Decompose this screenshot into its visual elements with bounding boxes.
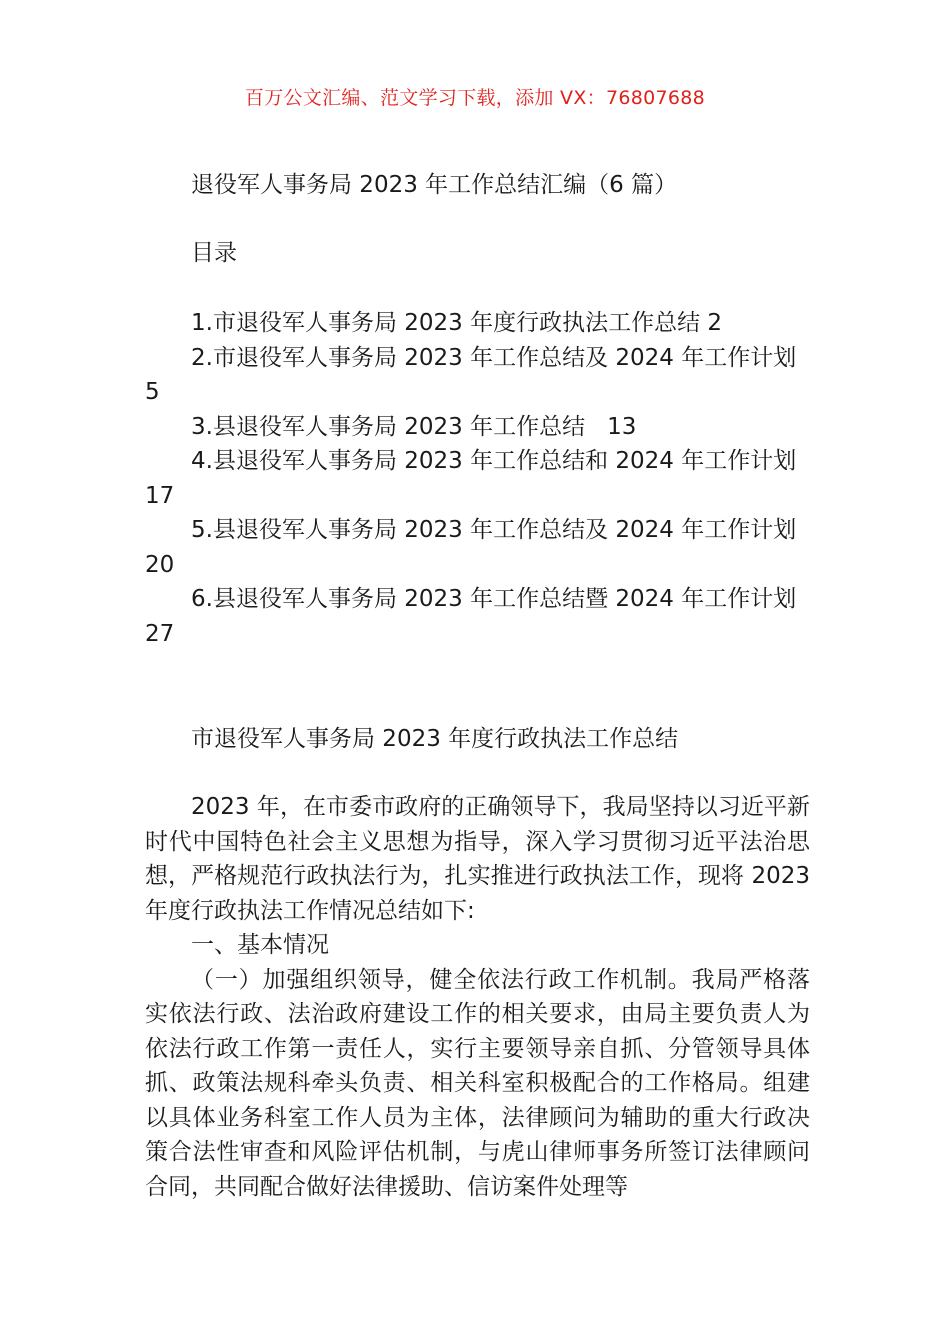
toc-entry (145, 513, 810, 582)
document-title: 退役军人事务局 2023 年工作总结汇编（6 篇） (191, 172, 678, 198)
paragraph: （一）加强组织领导，健全依法行政工作机制。我局严格落实依法行政、法治政府建设工作的相关要求，由局主要负责人为依法行政工作第一责任人，实行主要领导亲自抓、分管领导具体抓、政策法规科牵头负责、相关科室积极配合的工作格局。组建以具体业务科室工作人员为主体，法律顾问为辅助的重大行政决策合法性审查和风险评估机制，与虎山律师事务所签订法律顾问合同，共同配合做好法律援助、信访案件处理等 (145, 966, 810, 1200)
watermark-header: 百万公文汇编、范文学习下载，添加 VX：76807688 (244, 87, 706, 109)
paragraph-heading: 一、基本情况 (191, 932, 329, 958)
toc-entry-label: 5.县退役军人事务局 2023 年工作总结及 2024 年工作计划 20 (145, 517, 797, 578)
toc-entry (145, 444, 810, 513)
toc-entry-label: 3.县退役军人事务局 2023 年工作总结 (191, 413, 586, 440)
toc-entry-label: 2.市退役军人事务局 2023 年工作总结及 2024 年工作计划 5 (145, 344, 797, 405)
toc-entry (145, 582, 810, 651)
table-of-contents (145, 306, 810, 651)
toc-entry-label: 1.市退役军人事务局 2023 年度行政执法工作总结 2 (191, 310, 723, 336)
paragraph: 2023 年，在市委市政府的正确领导下，我局坚持以习近平新时代中国特色社会主义思想为指导，深入学习贯彻习近平法治思想，严格规范行政执法行为，扎实推进行政执法工作，现将 2023 年度行政执法工作情况总结如下: (145, 794, 810, 924)
toc-heading: 目录 (191, 240, 237, 266)
toc-entry (145, 341, 810, 410)
toc-entry-page: 13 (607, 413, 637, 440)
body-text (145, 790, 810, 1204)
section-title: 市退役军人事务局 2023 年度行政执法工作总结 (191, 726, 679, 752)
toc-entry (145, 410, 810, 445)
toc-entry-label: 6.县退役军人事务局 2023 年工作总结暨 2024 年工作计划 27 (145, 586, 797, 647)
toc-entry (145, 306, 810, 341)
toc-entry-label: 4.县退役军人事务局 2023 年工作总结和 2024 年工作计划 17 (145, 448, 797, 509)
